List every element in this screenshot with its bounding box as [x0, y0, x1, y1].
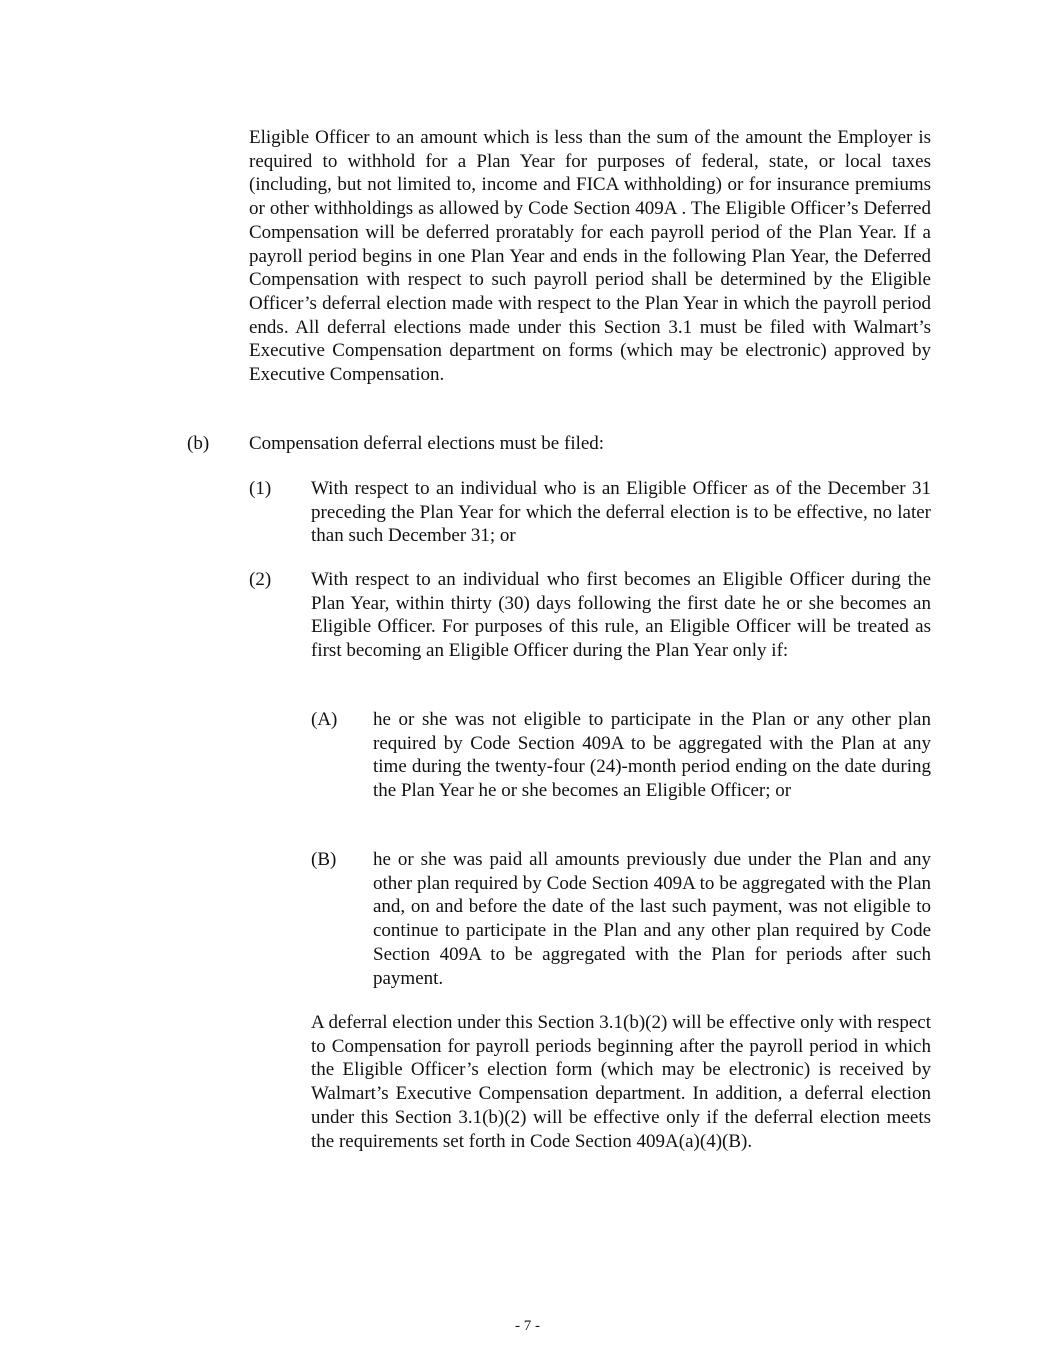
- item-b-text: he or she was paid all amounts previously due under the Plan and any other plan required by Code Section 409A to be aggregated with the Plan and, on and before the date of the last such payment, was not eligible to continue to participate in the Plan and any other plan required by Code Section 409A to be aggregated with the Plan for periods after such payment.: [373, 849, 931, 989]
- page-number: - 7 -: [515, 1318, 540, 1334]
- item-b-marker: (B): [311, 849, 337, 870]
- item-1-text: With respect to an individual who is an Eligible Officer as of the December 31 preceding the Plan Year for which the deferral election is to be effective, no later than such December 31; or: [311, 478, 931, 547]
- section-b-text: Compensation deferral elections must be filed:: [249, 433, 605, 454]
- intro-paragraph: Eligible Officer to an amount which is less than the sum of the amount the Employer is required to withhold for a Plan Year for purposes of federal, state, or local taxes (including, but not limited to, income and FICA withholding) or for insurance premiums or other withholdings as allowed by Code Section 409A . The Eligible Officer’s Deferred Compensation will be deferred proratably for each payroll period of the Plan Year. If a payroll period begins in one Plan Year and ends in the following Plan Year, the Deferred Compensation with respect to such payroll period shall be determined by the Eligible Officer’s deferral election made with respect to the Plan Year in which the payroll period ends. All deferral elections made under this Section 3.1 must be filed with Walmart’s Executive Compensation department on forms (which may be electronic) approved by Executive Compensation.: [249, 127, 931, 386]
- item-2-marker: (2): [249, 569, 272, 590]
- final-paragraph: A deferral election under this Section 3.1(b)(2) will be effective only with respect to Compensation for payroll periods beginning after the payroll period in which the Eligible Officer’s election form (which may be electronic) is received by Walmart’s Executive Compensation department. In addition, a deferral election under this Section 3.1(b)(2) will be effective only if the deferral election meets the requirements set forth in Code Section 409A(a)(4)(B).: [311, 1012, 931, 1152]
- item-1-marker: (1): [249, 478, 272, 499]
- section-b-marker: (b): [187, 433, 210, 454]
- item-a-marker: (A): [311, 709, 338, 730]
- item-a-text: he or she was not eligible to participate in the Plan or any other plan required by Code Section 409A to be aggregated with the Plan at any time during the twenty-four (24)-month period ending on the date during the Plan Year he or she becomes an Eligible Officer; or: [373, 709, 931, 802]
- item-2-text: With respect to an individual who first becomes an Eligible Officer during the Plan Year, within thirty (30) days following the first date he or she becomes an Eligible Officer. For purposes of this rule, an Eligible Officer will be treated as first becoming an Eligible Officer during the Plan Year only if:: [311, 569, 931, 662]
